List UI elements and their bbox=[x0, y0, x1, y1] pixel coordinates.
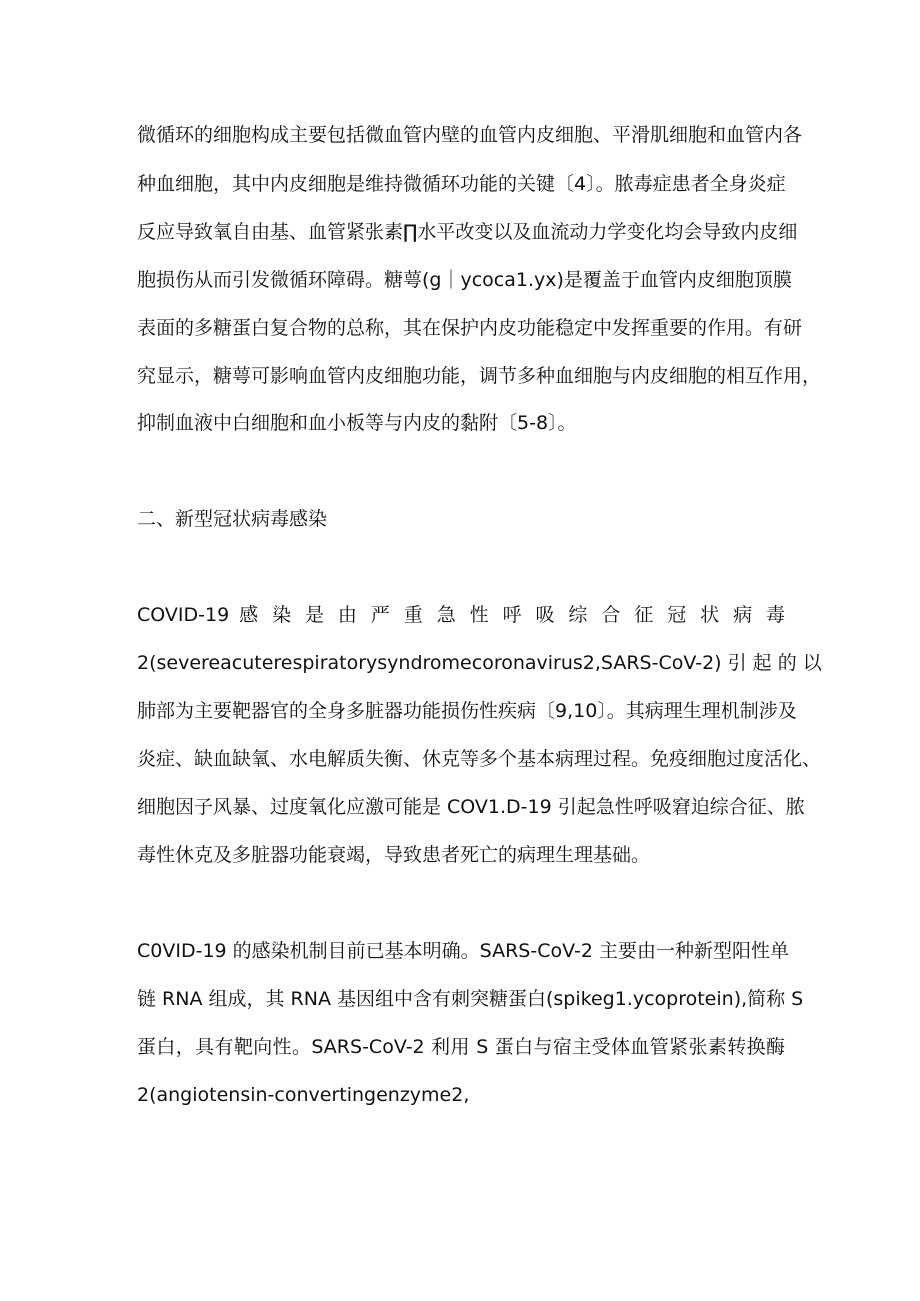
paragraph-1-line-3: 反应导致氧自由基、血管紧张素∏水平改变以及血流动力学变化均会导致内皮细 bbox=[137, 221, 798, 243]
paragraph-1-line-7: 抑制血液中白细胞和血小板等与内皮的黏附〔5-8〕。 bbox=[137, 412, 577, 434]
paragraph-2-line-6: 毒性休克及多脏器功能衰竭，导致患者死亡的病理生理基础。 bbox=[137, 844, 651, 866]
paragraph-3-line-3: 蛋白，具有靶向性。SARS-CoV-2 利用 S 蛋白与宿主受体血管紧张素转换酶 bbox=[137, 1036, 785, 1058]
paragraph-3-line-4: 2(angiotensin-convertingenzyme2, bbox=[137, 1084, 470, 1106]
paragraph-2-line-4: 炎症、缺血缺氧、水电解质失衡、休克等多个基本病理过程。免疫细胞过度活化、 bbox=[137, 748, 822, 770]
paragraph-2-line-2: 2(severeacuterespiratorysyndromecoronavirus2,SARS-CoV-2) 引 起 的 以 bbox=[137, 652, 822, 674]
paragraph-1-line-4: 胞损伤从而引发微循环障碍。糖萼(g｜ycoca1.yx)是覆盖于血管内皮细胞顶膜 bbox=[137, 269, 792, 291]
paragraph-3-line-2: 链 RNA 组成，其 RNA 基因组中含有刺突糖蛋白(spikeg1.ycoprotein),简称 S bbox=[137, 988, 804, 1010]
paragraph-2-line-1: COVID-19 感 染 是 由 严 重 急 性 呼 吸 综 合 征 冠 状 病 毒 bbox=[137, 604, 785, 626]
paragraph-1-line-1: 微循环的细胞构成主要包括微血管内壁的血管内皮细胞、平滑肌细胞和血管内各 bbox=[137, 124, 803, 146]
paragraph-2-line-3: 肺部为主要靶器官的全身多脏器功能损伤性疾病〔9,10〕。其病理生理机制涉及 bbox=[137, 700, 797, 722]
paragraph-1-line-5: 表面的多糖蛋白复合物的总称，其在保护内皮功能稳定中发挥重要的作用。有研 bbox=[137, 317, 803, 339]
paragraph-1-line-6: 究显示，糖萼可影响血管内皮细胞功能，调节多种血细胞与内皮细胞的相互作用， bbox=[137, 365, 822, 387]
paragraph-2-line-5: 细胞因子风暴、过度氧化应激可能是 COV1.D-19 引起急性呼吸窘迫综合征、脓 bbox=[137, 796, 805, 818]
paragraph-1-line-2: 种血细胞，其中内皮细胞是维持微循环功能的关键〔4〕。脓毒症患者全身炎症 bbox=[137, 173, 786, 195]
section-heading: 二、新型冠状病毒感染 bbox=[137, 508, 328, 530]
paragraph-3-line-1: C0VID-19 的感染机制目前已基本明确。SARS-CoV-2 主要由一种新型阳性单 bbox=[137, 940, 789, 962]
